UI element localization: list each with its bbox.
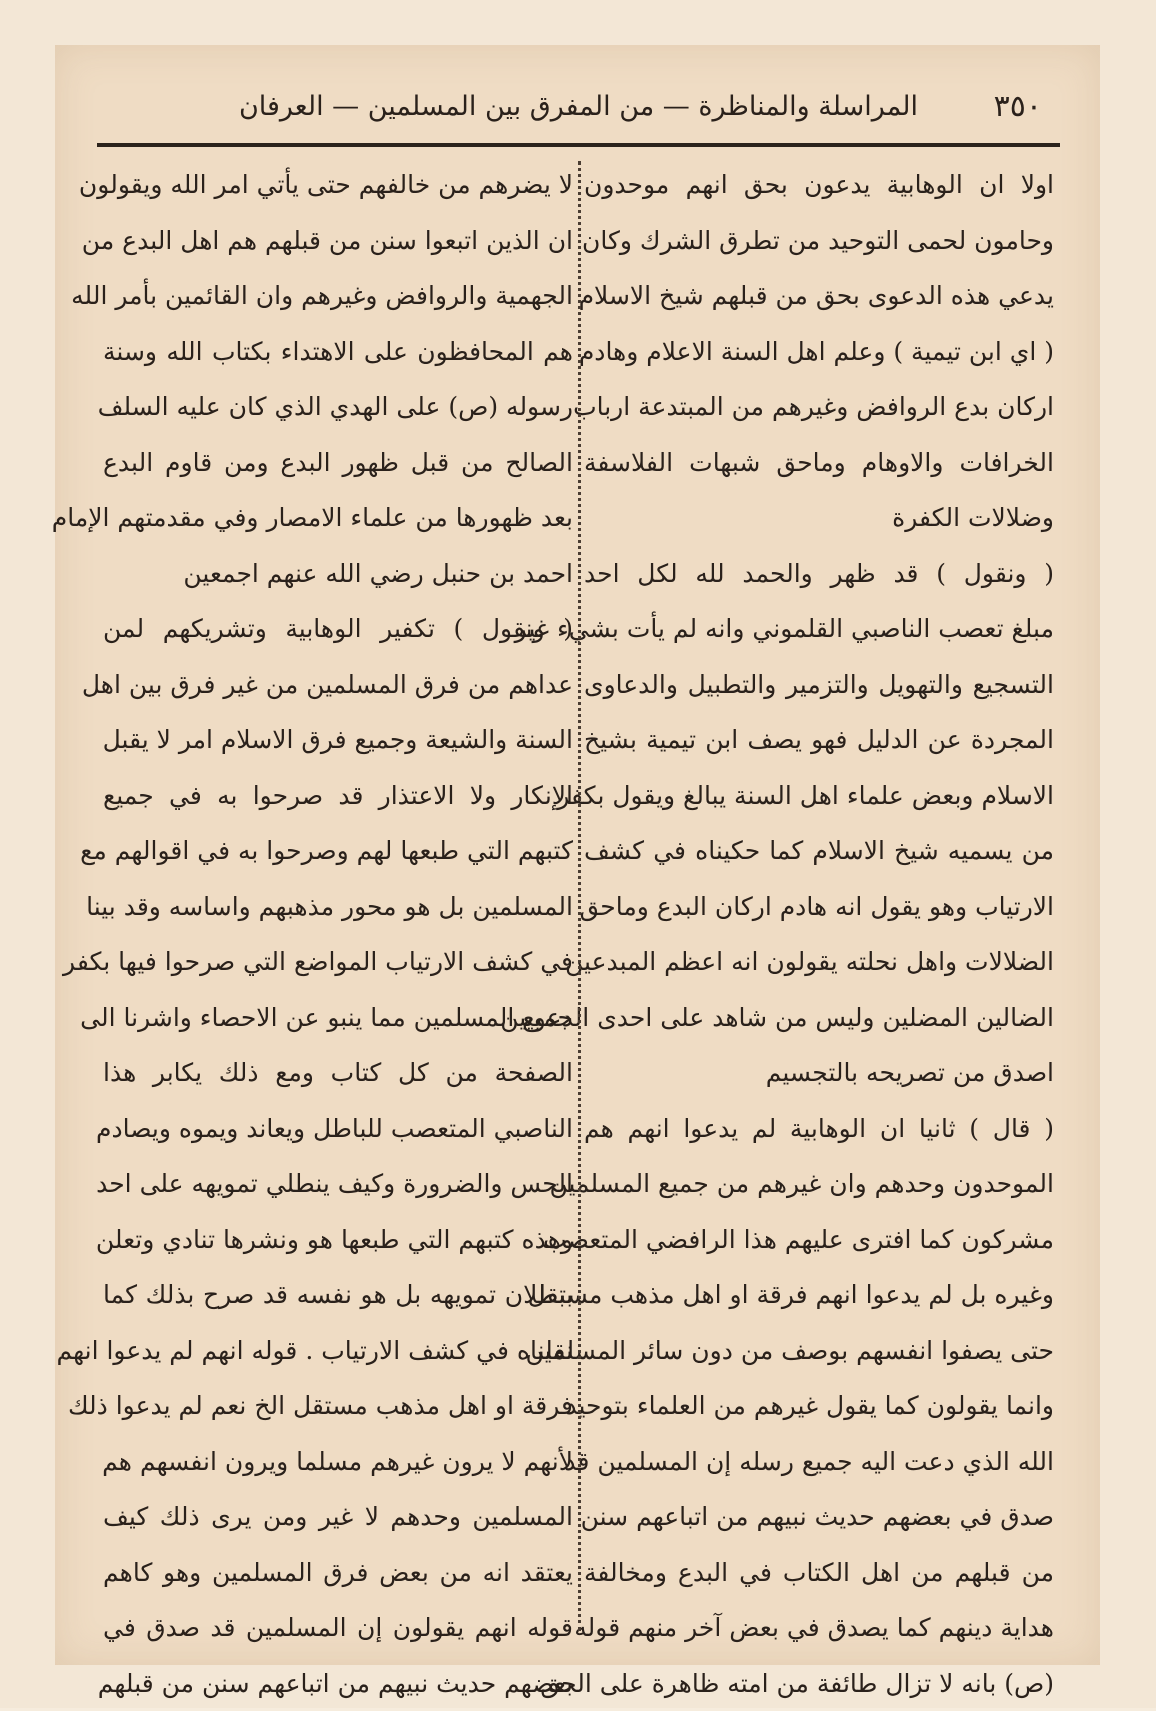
text-line: ببطلان تمويهه بل هو نفسه قد صرح بذلك كما [103, 1267, 573, 1323]
two-column-body [97, 157, 1060, 1637]
text-line: عداهم من فرق المسلمين من غير فرق بين اهل [103, 657, 573, 713]
text-line: بعضهم حديث نبيهم من اتباعهم سنن من قبلهم [103, 1656, 573, 1711]
text-line: وغيره بل لم يدعوا انهم فرقة او اهل مذهب مستقل [584, 1267, 1054, 1323]
text-line: ( ونقول ) قد ظهر والحمد لله لكل احد [584, 546, 1054, 602]
text-line: جميع المسلمين مما ينبو عن الاحصاء واشرنا الى [103, 990, 573, 1046]
text-line: لأنهم لا يرون غيرهم مسلما ويرون انفسهم هم [103, 1434, 573, 1490]
text-line: هداية دينهم كما يصدق في بعض آخر منهم قوله [584, 1600, 1054, 1656]
text-line: يعتقد انه من بعض فرق المسلمين وهو كاهم [103, 1545, 573, 1601]
text-line: وحامون لحمى التوحيد من تطرق الشرك وكان [584, 213, 1054, 269]
running-header [97, 85, 1060, 137]
text-line: من قبلهم من اهل الكتاب في البدع ومخالفة [584, 1545, 1054, 1601]
text-line: رسوله (ص) على الهدي الذي كان عليه السلف [103, 379, 573, 435]
text-line: وهذه كتبهم التي طبعها هو ونشرها تنادي وتعلن [103, 1212, 573, 1268]
text-line: مشركون كما افترى عليهم هذا الرافضي المتعصب [584, 1212, 1054, 1268]
text-line: الجهمية والروافض وغيرهم وان القائمين بأمر الله [103, 268, 573, 324]
book-page [55, 45, 1100, 1665]
text-line: قوله انهم يقولون إن المسلمين قد صدق في [103, 1600, 573, 1656]
text-line: اركان بدع الروافض وغيرهم من المبتدعة ارباب [584, 379, 1054, 435]
text-line: الموحدون وحدهم وان غيرهم من جميع المسلمين [584, 1156, 1054, 1212]
text-line: الحس والضرورة وكيف ينطلي تمويهه على احد [103, 1156, 573, 1212]
text-line: الضلالات واهل نحلته يقولون انه اعظم المبدعين [584, 934, 1054, 990]
text-line: اصدق من تصريحه بالتجسيم [584, 1045, 1054, 1101]
text-line: احمد بن حنبل رضي الله عنهم اجمعين [103, 546, 573, 602]
text-line: (ص) بانه لا تزال طائفة من امته ظاهرة على الحق [584, 1656, 1054, 1711]
text-line: بعد ظهورها من علماء الامصار وفي مقدمتهم الإمام [103, 490, 573, 546]
text-line: الصالح من قبل ظهور البدع ومن قاوم البدع [103, 435, 573, 491]
text-line: صدق في بعضهم حديث نبيهم من اتباعهم سنن [584, 1489, 1054, 1545]
header-rule [97, 143, 1060, 147]
text-line: حتى يصفوا انفسهم بوصف من دون سائر المسلمين [584, 1323, 1054, 1379]
text-line: الخرافات والاوهام وماحق شبهات الفلاسفة [584, 435, 1054, 491]
text-line: مبلغ تعصب الناصبي القلموني وانه لم يأت بشيء غير [584, 601, 1054, 657]
text-line: الارتياب وهو يقول انه هادم اركان البدع وماحق [584, 879, 1054, 935]
text-line: الاسلام وبعض علماء اهل السنة يبالغ ويقول بكفر [584, 768, 1054, 824]
text-line: فرقة او اهل مذهب مستقل الخ نعم لم يدعوا ذلك [103, 1378, 573, 1434]
text-line: ( قال ) ثانيا ان الوهابية لم يدعوا انهم هم [584, 1101, 1054, 1157]
text-line: الصفحة من كل كتاب ومع ذلك يكابر هذا [103, 1045, 573, 1101]
text-line: يدعي هذه الدعوى بحق من قبلهم شيخ الاسلام [584, 268, 1054, 324]
text-line: هم المحافظون على الاهتداء بكتاب الله وسنة [103, 324, 573, 380]
text-line: الإنكار ولا الاعتذار قد صرحوا به في جميع [103, 768, 573, 824]
text-line: لا يضرهم من خالفهم حتى يأتي امر الله ويقولون [103, 157, 573, 213]
text-line: المجردة عن الدليل فهو يصف ابن تيمية بشيخ [584, 712, 1054, 768]
column-divider [578, 161, 581, 1631]
text-line: في كشف الارتياب المواضع التي صرحوا فيها بكفر [103, 934, 573, 990]
page-number: ٣٥٠ [994, 89, 1042, 124]
text-line: الناصبي المتعصب للباطل ويعاند ويموه ويصادم [103, 1101, 573, 1157]
text-line: الضالين المضلين وليس من شاهد على احدى الدعويين [584, 990, 1054, 1046]
text-line: السنة والشيعة وجميع فرق الاسلام امر لا يقبل [103, 712, 573, 768]
text-line: وانما يقولون كما يقول غيرهم من العلماء بتوحيد [584, 1378, 1054, 1434]
text-line: ( ونقول ) تكفير الوهابية وتشريكهم لمن [103, 601, 573, 657]
text-line: المسلمين بل هو محور مذهبهم واساسه وقد بينا [103, 879, 573, 935]
right-column [584, 157, 1054, 1637]
text-line: وضلالات الكفرة [584, 490, 1054, 546]
text-line: نقلناه في كشف الارتياب . قوله انهم لم يدعوا انهم [103, 1323, 573, 1379]
text-line: المسلمين وحدهم لا غير ومن يرى ذلك كيف [103, 1489, 573, 1545]
text-line: الله الذي دعت اليه جميع رسله إن المسلمين قد [584, 1434, 1054, 1490]
text-line: من يسميه شيخ الاسلام كما حكيناه في كشف [584, 823, 1054, 879]
text-line: التسجيع والتهويل والتزمير والتطبيل والدعاوى [584, 657, 1054, 713]
text-line: كتبهم التي طبعها لهم وصرحوا به في اقوالهم مع [103, 823, 573, 879]
text-line: اولا ان الوهابية يدعون بحق انهم موحدون [584, 157, 1054, 213]
text-line: ( اي ابن تيمية ) وعلم اهل السنة الاعلام وهادم [584, 324, 1054, 380]
text-line: ان الذين اتبعوا سنن من قبلهم هم اهل البدع من [103, 213, 573, 269]
running-title: المراسلة والمناظرة — من المفرق بين المسلمين — العرفان [97, 91, 1060, 122]
left-column [103, 157, 573, 1637]
